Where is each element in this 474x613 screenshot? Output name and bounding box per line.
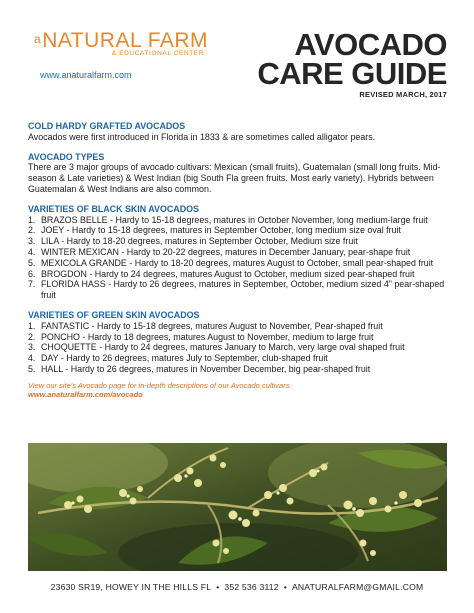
footer-email[interactable]: ANATURALFARM@GMAIL.COM xyxy=(291,582,424,592)
black-skin-list xyxy=(28,215,452,301)
avocado-page-link[interactable]: www.anaturalfarm.com/avocado xyxy=(28,389,143,399)
green-skin-list xyxy=(28,321,452,375)
page-header xyxy=(0,0,474,110)
list-item: 3. CHOQUETTE - Hardy to 24 degrees, matures January to March, very large oval shaped fruit xyxy=(28,342,405,353)
footer-address: 23630 SR19, HOWEY IN THE HILLS FL xyxy=(50,582,212,592)
title-line-2: CARE GUIDE xyxy=(257,56,447,91)
cold-hardy-text: Avocados were first introduced in Florida in 1833 & are sometimes called alligator pears. xyxy=(28,131,376,142)
green-skin-heading: VARIETIES OF GREEN SKIN AVOCADOS xyxy=(28,309,200,320)
types-heading: AVOCADO TYPES xyxy=(28,151,105,162)
main-content xyxy=(28,121,452,399)
footer-phone[interactable]: 352 536 3112 xyxy=(224,582,279,592)
logo-main-text: NATURAL FARM xyxy=(42,29,209,52)
website-link[interactable]: www.anaturalfarm.com xyxy=(40,70,132,80)
list-item: 7. FLORIDA HASS - Hardy to 26 degrees, matures in September, October, medium sized 4" pear-shaped fruit xyxy=(28,279,445,301)
avocado-flowers-image xyxy=(28,443,447,571)
revised-date: REVISED MARCH, 2017 xyxy=(359,90,447,99)
list-item: 4. DAY - Hardy to 26 degrees, matures July to September, club-shaped fruit xyxy=(28,353,328,364)
avocado-page-note: View our site's Avocado page for in-depth descriptions of our Avocado cultivars. xyxy=(28,380,292,390)
list-item: 4. WINTER MEXICAN - Hardy to 20-22 degrees, matures in December January, pear-shape fruit xyxy=(28,246,411,257)
list-item: 5. HALL - Hardy to 26 degrees, matures in November December, big pear-shaped fruit xyxy=(28,363,371,374)
avocado-flowers-photo xyxy=(28,443,447,571)
black-skin-heading: VARIETIES OF BLACK SKIN AVOCADOS xyxy=(28,203,199,214)
list-item: 1. BRAZOS BELLE - Hardy to 15-18 degrees, matures in October November, long medium-large fruit xyxy=(28,214,428,225)
logo-a: a xyxy=(34,32,42,46)
list-item: 2. JOEY - Hardy to 15-18 degrees, matures in September October, long medium size oval fruit xyxy=(28,225,401,236)
title-line-1: AVOCADO xyxy=(294,27,447,62)
footer-separator: • xyxy=(216,582,220,592)
cold-hardy-heading: COLD HARDY GRAFTED AVOCADOS xyxy=(28,121,186,131)
types-text: There are 3 major groups of avocado cultivars: Mexican (small fruits), Guatemalan (small long fruits. Mid-season & Late varieties) & West Indian (big South Fla green fruits. Most early variety). Hybrids between Guatemalan & West Indians are also common. xyxy=(28,162,441,194)
farm-logo xyxy=(34,28,208,57)
page-footer xyxy=(0,582,474,592)
logo-subtitle: & EDUCATIONAL CENTER xyxy=(111,50,205,57)
list-item: 3. LILA - Hardy to 18-20 degrees, matures in September October, Medium size fruit xyxy=(28,236,358,247)
footer-separator: • xyxy=(283,582,287,592)
list-item: 6. BROGDON - Hardy to 24 degrees, matures August to October, medium sized pear-shaped fruit xyxy=(28,268,415,279)
list-item: 5. MEXICOLA GRANDE - Hardy to 18-20 degrees, matures August to October, small pear-shaped fruit xyxy=(28,257,434,268)
list-item: 1. FANTASTIC - Hardy to 15-18 degrees, matures August to November, Pear-shaped fruit xyxy=(28,320,383,331)
list-item: 2. PONCHO - Hardy to 18 degrees, matures August to November, medium to large fruit xyxy=(28,331,374,342)
title-block xyxy=(257,27,447,99)
